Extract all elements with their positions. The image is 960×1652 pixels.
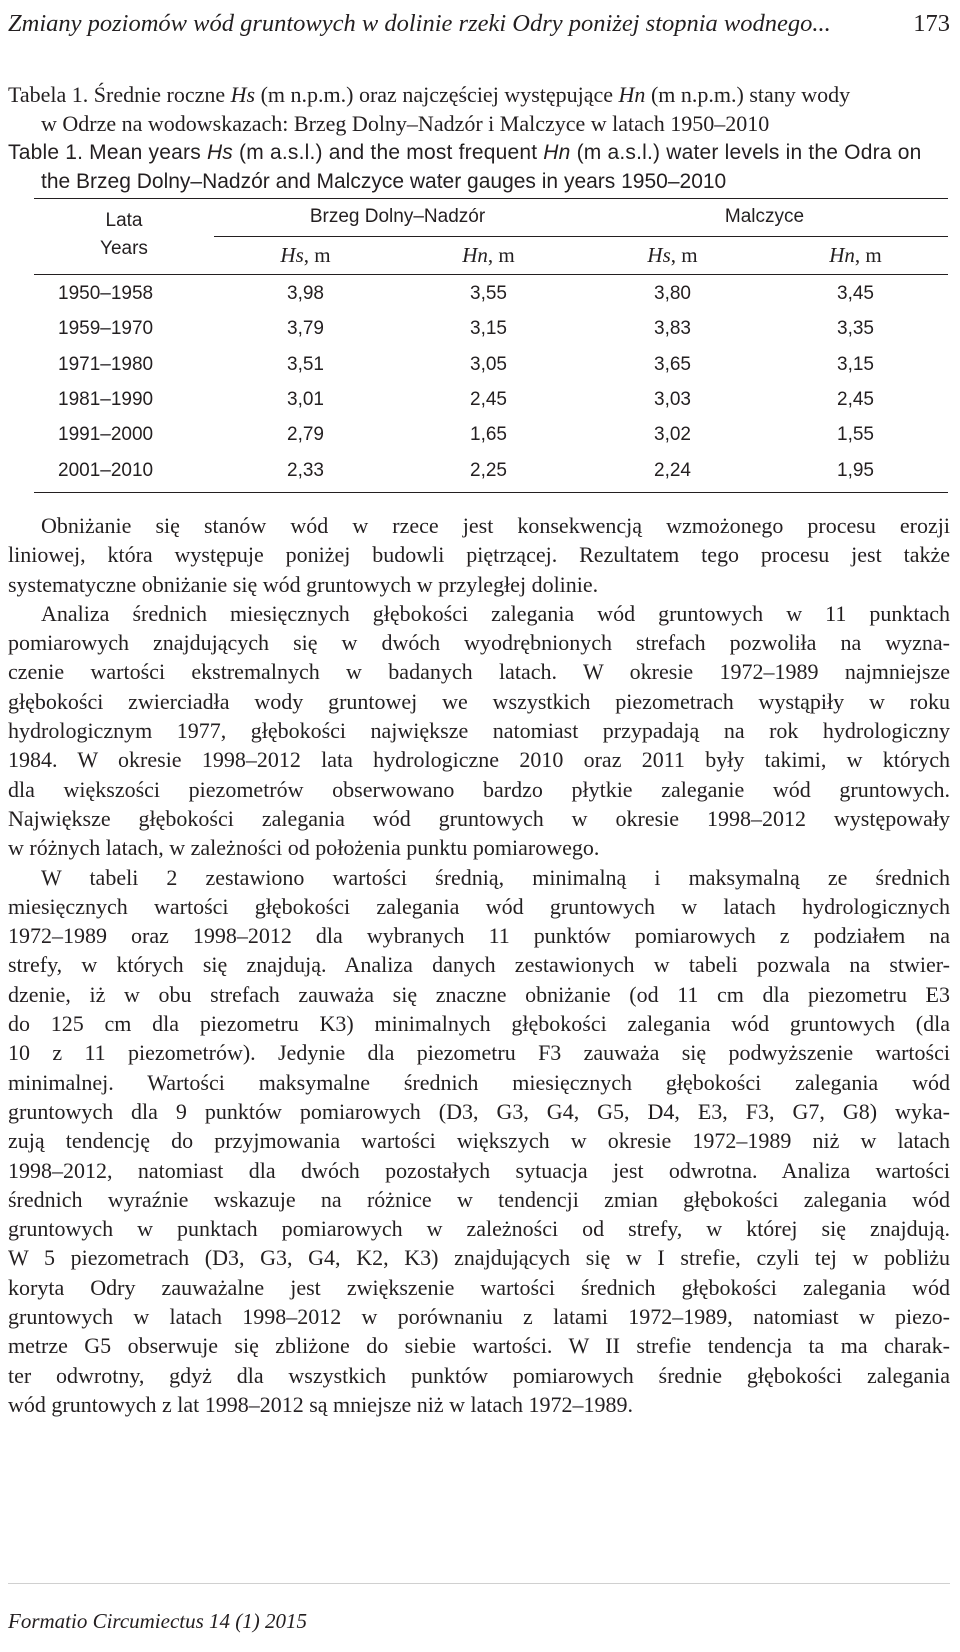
cell-bd-hs: 3,79 xyxy=(287,318,324,340)
cell-m-hn: 1,95 xyxy=(837,459,874,481)
text-line: czenie wartości ekstremalnych w badanych latach. W okresie 1972–1989 najmniejsze xyxy=(8,659,950,685)
running-head xyxy=(8,4,950,44)
text-line: W tabeli 2 zestawiono wartości średnią, minimalną i maksymalną ze średnich xyxy=(41,864,950,890)
table-top-rule xyxy=(34,198,948,199)
text-line: metrze G5 obserwuje się zbliżone do siebie wartości. W II strefie tendencja ta ma charak- xyxy=(8,1333,950,1359)
body-text xyxy=(8,511,950,1419)
cell-m-hn: 2,45 xyxy=(837,388,874,410)
text-line: 1984. W okresie 1998–2012 lata hydrologiczne 2010 oraz 2011 były takimi, w których xyxy=(8,747,950,773)
paragraph-1 xyxy=(8,511,950,599)
table-header-rule xyxy=(34,274,948,275)
text-line: gruntowych dla 9 punktów pomiarowych (D3, G3, G4, G5, D4, E3, F3, G7, G8) wyka- xyxy=(8,1098,950,1124)
table-caption-polish xyxy=(8,80,950,138)
text-line: W 5 piezometrach (D3, G3, G4, K2, K3) znajdujących się w I strefie, czyli tej w pobliżu xyxy=(8,1245,950,1271)
cell-bd-hs: 2,79 xyxy=(287,424,324,446)
footer-rule xyxy=(8,1583,950,1584)
cell-bd-hs: 3,51 xyxy=(287,353,324,375)
cell-bd-hn: 2,45 xyxy=(470,388,507,410)
text-line: Analiza średnich miesięcznych głębokości zalegania wód gruntowych w 11 punktach xyxy=(41,600,950,626)
paragraph-3 xyxy=(8,863,950,1420)
text-line: zują tendencję do przyjmowania wartości większych w okresie 1972–1989 niż w latach xyxy=(8,1128,950,1154)
text-line: gruntowych w latach 1998–2012 w porównaniu z latami 1972–1989, natomiast w piezo- xyxy=(8,1304,950,1330)
cell-years: 1981–1990 xyxy=(58,388,154,410)
text-line: 1998–2012, natomiast dla dwóch pozostałych sytuacja jest odwrotna. Analiza wartości xyxy=(8,1157,950,1183)
cell-years: 1971–1980 xyxy=(58,353,154,375)
caption-en-line-1: Table 1. Mean years Hs (m a.s.l.) and the most frequent Hn (m a.s.l.) water levels in the Odra on xyxy=(8,141,922,164)
cell-years: 1991–2000 xyxy=(58,424,154,446)
cell-bd-hs: 2,33 xyxy=(287,459,324,481)
cell-m-hs: 3,65 xyxy=(654,353,691,375)
caption-pl-line-2: w Odrze na wodowskazach: Brzeg Dolny–Nadzór i Malczyce w latach 1950–2010 xyxy=(41,111,770,136)
text-line: w różnych latach, w zależności od położenia punktu pomiarowego. xyxy=(8,835,600,861)
text-line: dla większości piezometrów obserwowano bardzo płytkie zaleganie wód gruntowych. xyxy=(8,776,950,802)
text-line: do 125 cm dla piezometru K3) minimalnych głębokości zalegania wód gruntowych (dla xyxy=(8,1011,950,1037)
text-line: liniowej, która występuje poniżej budowli piętrzącej. Rezultatem tego procesu jest także xyxy=(8,542,950,568)
table-caption-english xyxy=(8,138,950,196)
table-row xyxy=(34,276,948,312)
header-lata: Lata xyxy=(105,210,143,231)
table-row xyxy=(34,382,948,418)
text-line: dzenie, iż w obu strefach zauważa się znaczne obniżanie (od 11 cm dla piezometru E3 xyxy=(8,981,950,1007)
cell-m-hs: 2,24 xyxy=(654,459,691,481)
table-row xyxy=(34,347,948,383)
header-malczyce: Malczyce xyxy=(724,206,805,227)
caption-en-line-2: the Brzeg Dolny–Nadzór and Malczyce water gauges in years 1950–2010 xyxy=(41,170,727,193)
cell-years: 1959–1970 xyxy=(58,318,154,340)
running-head-title: Zmiany poziomów wód gruntowych w dolinie rzeki Odry poniżej stopnia wodnego... xyxy=(8,10,831,37)
header-bd-hn: Hn, m xyxy=(462,243,515,267)
text-line: pomiarowych znajdujących się w dwóch wyodrębnionych strefach pozwoliła na wyzna- xyxy=(8,630,950,656)
text-line: koryta Odry zauważalne jest zwiększenie wartości średnich głębokości zalegania wód xyxy=(8,1274,950,1300)
cell-m-hs: 3,80 xyxy=(654,283,691,304)
header-bd-hs: Hs, m xyxy=(280,243,331,267)
table-row xyxy=(34,417,948,453)
page-number: 173 xyxy=(913,10,950,37)
cell-m-hs: 3,03 xyxy=(654,388,691,410)
header-brzeg-dolny: Brzeg Dolny–Nadzór xyxy=(309,206,486,227)
text-line: średnich wyraźnie wskazuje na różnice w tendencji zmian głębokości zalegania wód xyxy=(8,1186,950,1212)
header-m-hn: Hn, m xyxy=(829,243,882,267)
paragraph-2 xyxy=(8,599,950,863)
table-row xyxy=(34,453,948,489)
text-line: Obniżanie się stanów wód w rzece jest konsekwencją wzmożonego procesu erozji xyxy=(41,513,950,538)
text-line: miesięcznych wartości głębokości zalegania wód gruntowych w latach hydrologicznych xyxy=(8,893,950,919)
cell-bd-hn: 3,05 xyxy=(470,353,507,375)
cell-bd-hn: 3,55 xyxy=(470,283,507,304)
cell-years: 2001–2010 xyxy=(58,459,154,481)
cell-m-hs: 3,83 xyxy=(654,318,691,340)
text-line: hydrologicznym 1977, głębokości największe natomiast przypadają na rok hydrologiczny xyxy=(8,718,950,744)
cell-m-hn: 3,35 xyxy=(837,318,874,340)
cell-m-hs: 3,02 xyxy=(654,424,691,446)
text-line: Największe głębokości zalegania wód gruntowych w okresie 1998–2012 występowały xyxy=(8,805,950,831)
text-line: 1972–1989 oraz 1998–2012 dla wybranych 11 punktów pomiarowych z podziałem na xyxy=(8,923,950,949)
cell-bd-hn: 3,15 xyxy=(470,318,507,340)
text-line: strefy, w których się znajdują. Analiza danych zestawionych w tabeli pozwala na stwier- xyxy=(8,952,950,978)
cell-years: 1950–1958 xyxy=(58,283,154,304)
table-subheader-rule xyxy=(214,236,948,237)
text-line: minimalnej. Wartości maksymalne średnich miesięcznych głębokości zalegania wód xyxy=(8,1069,950,1095)
cell-bd-hs: 3,98 xyxy=(287,283,324,304)
cell-bd-hn: 1,65 xyxy=(470,424,507,446)
cell-bd-hn: 2,25 xyxy=(470,459,507,481)
text-line: ter odwrotny, gdyż dla wszystkich punktów pomiarowych średnie głębokości zalegania xyxy=(8,1362,950,1388)
text-line: systematyczne obniżanie się wód gruntowych w przyległej dolinie. xyxy=(8,571,599,597)
text-line: głębokości zwierciadła wody gruntowej we wszystkich piezometrach wystąpiły w roku xyxy=(8,688,950,714)
table-bottom-rule xyxy=(34,492,948,493)
caption-pl-line-1: Tabela 1. Średnie roczne Hs (m n.p.m.) oraz najczęściej występujące Hn (m n.p.m.) stany wody xyxy=(8,82,851,107)
journal-footer: Formatio Circumiectus 14 (1) 2015 xyxy=(8,1609,308,1633)
cell-bd-hs: 3,01 xyxy=(287,388,324,410)
cell-m-hn: 3,45 xyxy=(837,283,874,304)
cell-m-hn: 3,15 xyxy=(837,353,874,375)
table-row xyxy=(34,311,948,347)
cell-m-hn: 1,55 xyxy=(837,424,874,446)
text-line: wód gruntowych z lat 1998–2012 są mniejsze niż w latach 1972–1989. xyxy=(8,1391,634,1417)
text-line: gruntowych w punktach pomiarowych w zależności od strefy, w której się znajdują. xyxy=(8,1216,950,1242)
header-years: Years xyxy=(100,238,148,259)
header-m-hs: Hs, m xyxy=(647,243,698,267)
text-line: 10 z 11 piezometrów). Jedynie dla piezometru F3 zauważa się podwyższenie wartości xyxy=(8,1040,950,1066)
